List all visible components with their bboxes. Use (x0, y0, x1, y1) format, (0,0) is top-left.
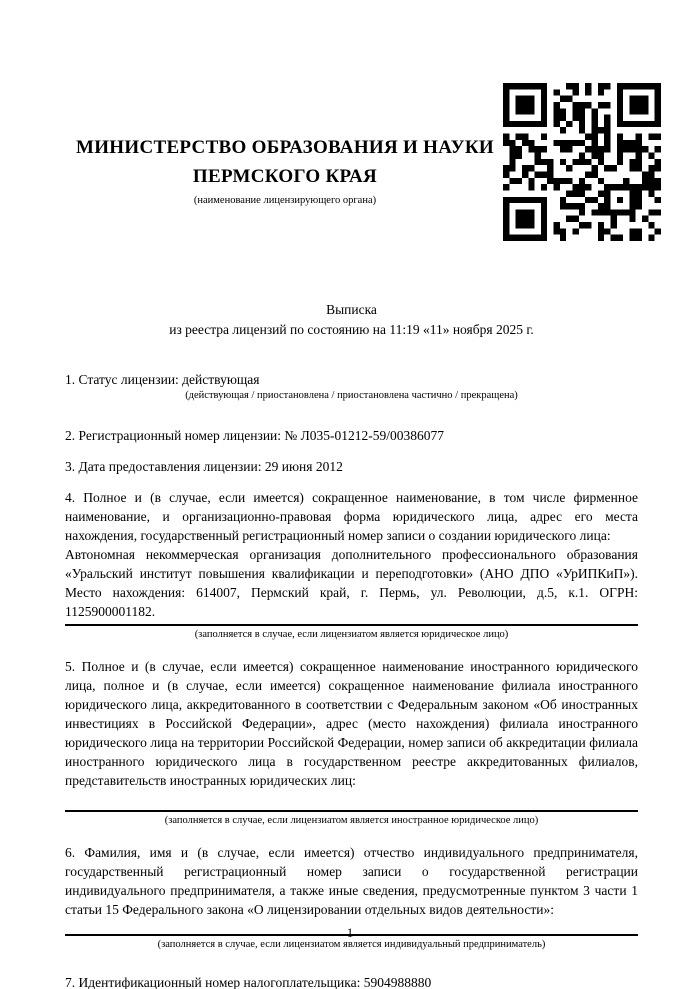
licensing-authority-name-line2: ПЕРМСКОГО КРАЯ (192, 166, 378, 187)
foreign-entity-note: (заполняется в случае, если лицензиатом является иностранное юридическое лицо) (164, 815, 539, 826)
foreign-entity-paragraph: 5. Полное и (в случае, если имеется) сокращенное наименование иностранного юридического лица, полное и (в случае, если имеется) сокращенное наименование филиала иностранного юридического лица, аккредитованного в соответствии с Федеральным законом «Об иностранных инвестициях в Российской Федерации», адрес (место нахождения) филиала иностранного юридического лица на территории Российской Федерации, номер записи об аккредитации филиала иностранного юридического лица в государственном реестре аккредитованных филиалов, представительств иностранных юридических лиц: (65, 659, 638, 788)
individual-entrepreneur-paragraph: 6. Фамилия, имя и (в случае, если имеется) отчество индивидуального предпринимателя, государственный регистрационный номер записи о государственной регистрации индивидуального предпринимателя, а также иные сведения, предусмотренные пунктом 3 части 1 статьи 15 Федерального закона «О лицензировании отдельных видов деятельности»: (65, 845, 638, 917)
registration-number-field: 2. Регистрационный номер лицензии: № Л035-01212-59/00386077 (65, 428, 445, 443)
legal-entity-value: Автономная некоммерческая организация дополнительного профессионального образования «Уральский институт повышения квалификации и переподготовки» (АНО ДПО «УрИПКиП»). Место нахождения: 614007, Пермский край, г. Пермь, ул. Революции, д.5, к.1. ОГРН: 1125900001182. (65, 547, 638, 619)
document-header (65, 133, 505, 208)
taxpayer-id-field: 7. Идентификационный номер налогоплательщика: 5904988880 (65, 975, 432, 989)
document-title-line2: из реестра лицензий по состоянию на 11:19 «11» ноября 2025 г. (169, 322, 534, 337)
fill-in-rule-legal-entity (65, 624, 638, 626)
legal-entity-paragraph: 4. Полное и (в случае, если имеется) сокращенное наименование, в том числе фирменное наименование, и организационно-правовая форма юридического лица, адрес его места нахождения, государственный регистрационный номер записи о создании юридического лица: (65, 490, 638, 543)
license-status-field: 1. Статус лицензии: действующая (65, 372, 260, 387)
document-body (65, 0, 638, 989)
page-number: 1 (346, 926, 354, 940)
grant-date-field: 3. Дата предоставления лицензии: 29 июня 2012 (65, 459, 343, 474)
document-title-line1: Выписка (326, 302, 377, 317)
legal-entity-note: (заполняется в случае, если лицензиатом является юридическое лицо) (194, 629, 509, 640)
fill-in-rule-foreign-entity (65, 810, 638, 812)
document-title (65, 300, 638, 340)
individual-entrepreneur-note: (заполняется в случае, если лицензиатом является индивидуальный предприниматель) (157, 939, 546, 950)
licensing-authority-note: (наименование лицензирующего органа) (193, 195, 377, 206)
licensing-authority-name-line1: МИНИСТЕРСТВО ОБРАЗОВАНИЯ И НАУКИ (75, 137, 495, 158)
license-status-note: (действующая / приостановлена / приостановлена частично / прекращена) (185, 390, 518, 401)
